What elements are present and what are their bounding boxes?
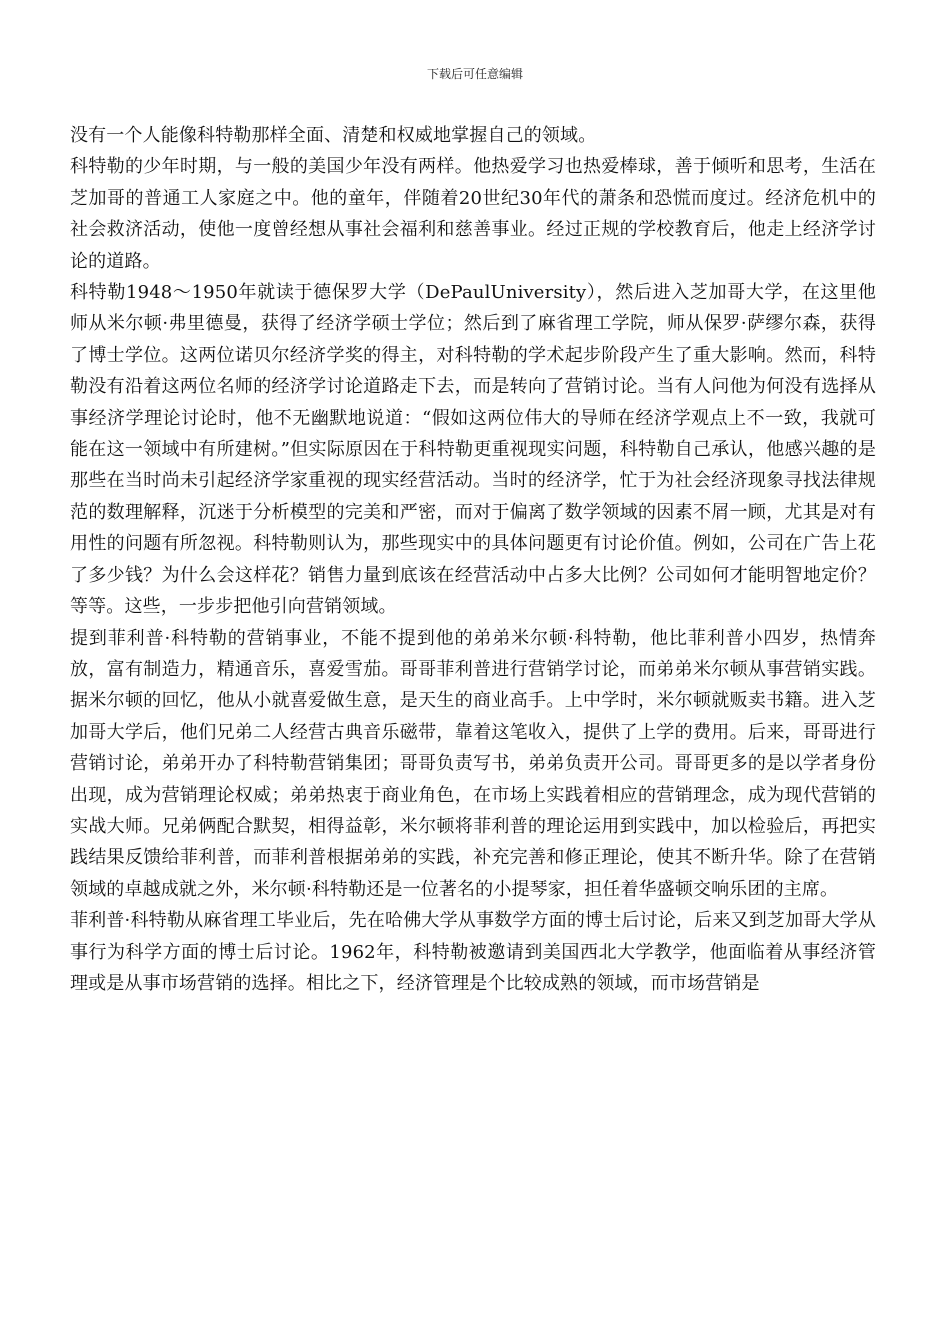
paragraph-4: 提到菲利普·科特勒的营销事业，不能不提到他的弟弟米尔顿·科特勒，他比菲利普小四岁，热情奔放，富有制造力，精通音乐，喜爱雪茄。哥哥菲利普进行营销学讨论，而弟弟米尔顿从事营销实践。据米尔顿的回忆，他从小就喜爱做生意，是天生的商业高手。上中学时，米尔顿就贩卖书籍。进入芝加哥大学后，他们兄弟二人经营古典音乐磁带，靠着这笔收入，提供了上学的费用。后来，哥哥进行营销讨论，弟弟开办了科特勒营销集团；哥哥负责写书，弟弟负责开公司。哥哥更多的是以学者身份出现，成为营销理论权威；弟弟热衷于商业角色，在市场上实践着相应的营销理念，成为现代营销的实战大师。兄弟俩配合默契，相得益彰，米尔顿将菲利普的理论运用到实践中，加以检验后，再把实践结果反馈给菲利普，而菲利普根据弟弟的实践，补充完善和修正理论，使其不断升华。除了在营销领域的卓越成就之外，米尔顿·科特勒还是一位著名的小提琴家，担任着华盛顿交响乐团的主席。	[70, 627, 876, 900]
page-header: 下载后可任意编辑	[426, 67, 523, 81]
document-body	[70, 120, 876, 999]
paragraph-2: 科特勒的少年时期，与一般的美国少年没有两样。他热爱学习也热爱棒球，善于倾听和思考，生活在芝加哥的普通工人家庭之中。他的童年，伴随着20世纪30年代的萧条和恐慌而度过。经济危机中的社会救济活动，使他一度曾经想从事社会福利和慈善事业。经过正规的学校教育后，他走上经济学讨论的道路。	[70, 156, 876, 272]
paragraph-3: 科特勒1948～1950年就读于德保罗大学（DePaulUniversity），然后进入芝加哥大学，在这里他师从米尔顿·弗里德曼，获得了经济学硕士学位；然后到了麻省理工学院，师从保罗·萨缪尔森，获得了博士学位。这两位诺贝尔经济学奖的得主，对科特勒的学术起步阶段产生了重大影响。然而，科特勒没有沿着这两位名师的经济学讨论道路走下去，而是转向了营销讨论。当有人问他为何没有选择从事经济学理论讨论时，他不无幽默地说道：“假如这两位伟大的导师在经济学观点上不一致，我就可能在这一领域中有所建树。”但实际原因在于科特勒更重视现实问题，科特勒自己承认，他感兴趣的是那些在当时尚未引起经济学家重视的现实经营活动。当时的经济学，忙于为社会经济现象寻找法律规范的数理解释，沉迷于分析模型的完美和严密，而对于偏离了数学领域的因素不屑一顾，尤其是对有用性的问题有所忽视。科特勒则认为，那些现实中的具体问题更有讨论价值。例如，公司在广告上花了多少钱？为什么会这样花？销售力量到底该在经营活动中占多大比例？公司如何才能明智地定价？等等。这些，一步步把他引向营销领域。	[70, 282, 876, 618]
paragraph-5: 菲利普·科特勒从麻省理工毕业后，先在哈佛大学从事数学方面的博士后讨论，后来又到芝加哥大学从事行为科学方面的博士后讨论。1962年，科特勒被邀请到美国西北大学教学，他面临着从事经济管理或是从事市场营销的选择。相比之下，经济管理是个比较成熟的领域，而市场营销是	[70, 910, 876, 994]
paragraph-1: 没有一个人能像科特勒那样全面、清楚和权威地掌握自己的领域。	[70, 125, 597, 146]
